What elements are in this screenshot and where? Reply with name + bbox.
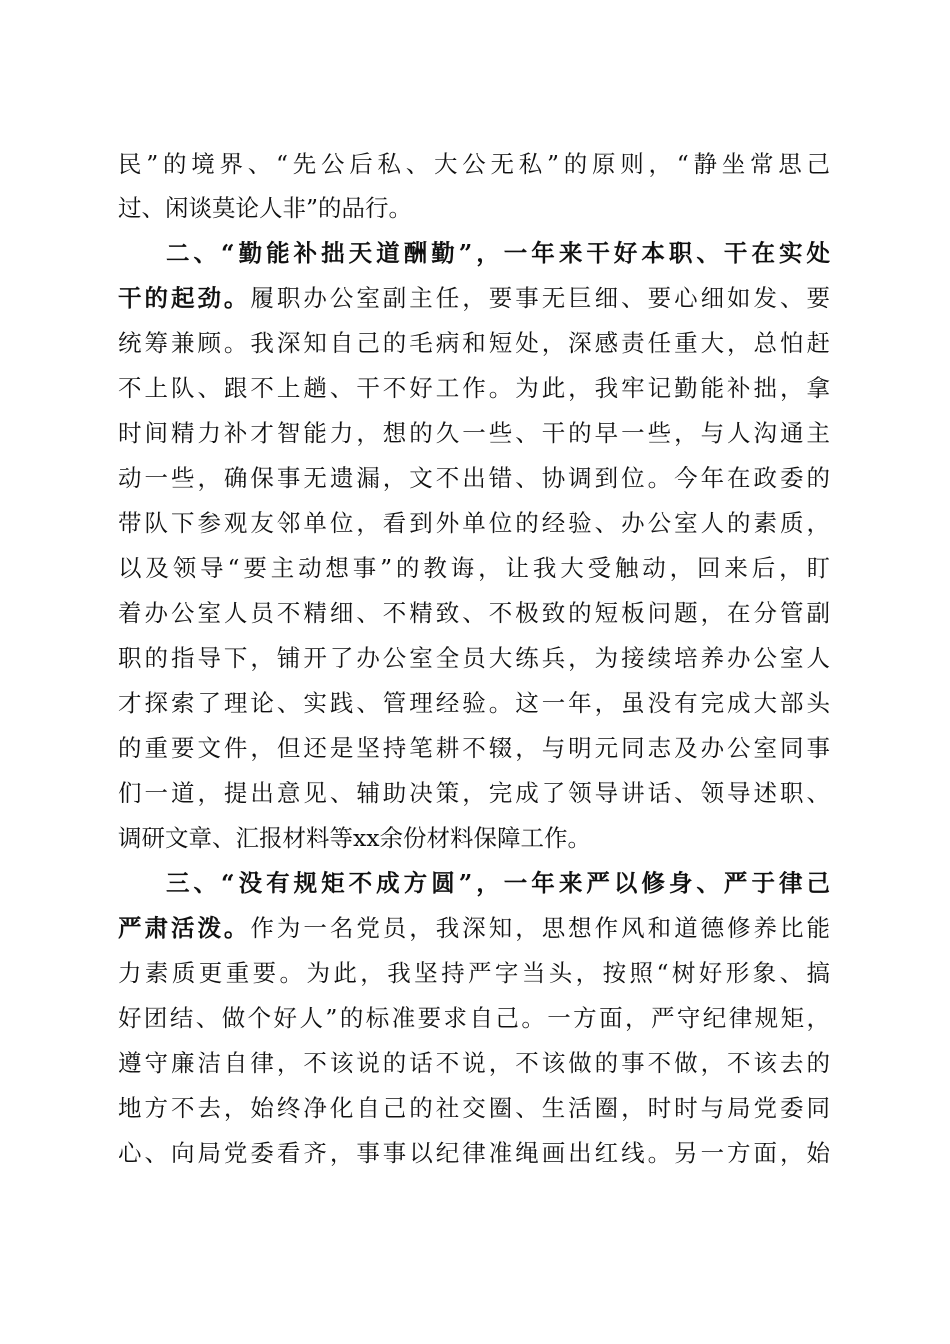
paragraph-line: 严肃活泼。作为一名党员，我深知，思想作风和道德修养比能 [118,914,831,942]
paragraph-line: 动一些，确保事无遗漏，文不出错、协调到位。今年在政委的 [118,464,830,492]
section-heading-2-end: 干的起劲。 [118,284,251,312]
paragraph-line: 带队下参观友邻单位，看到外单位的经验、办公室人的素质， [118,509,830,537]
paragraph-line: 着办公室人员不精细、不精致、不极致的短板问题，在分管副 [118,599,830,627]
paragraph-line: 职的指导下，铺开了办公室全员大练兵，为接续培养办公室人 [118,644,830,672]
paragraph-line: 心、向局党委看齐，事事以纪律准绳画出红线。另一方面，始 [118,1139,830,1167]
paragraph-line: 干的起劲。履职办公室副主任，要事无巨细、要心细如发、要 [118,284,831,312]
paragraph-line: 遵守廉洁自律，不该说的话不说，不该做的事不做，不该去的 [118,1049,830,1077]
paragraph-line: 不上队、跟不上趟、干不好工作。为此，我牢记勤能补拙，拿 [118,374,830,402]
paragraph-line: 的重要文件，但还是坚持笔耕不辍，与明元同志及办公室同事 [118,734,830,762]
paragraph-line: 时间精力补才智能力，想的久一些、干的早一些，与人沟通主 [118,419,830,447]
paragraph-line: 统筹兼顾。我深知自己的毛病和短处，深感责任重大，总怕赶 [118,329,830,357]
paragraph-line: 好团结、做个好人”的标准要求自己。一方面，严守纪律规矩， [118,1004,830,1032]
paragraph-line: 以及领导“要主动想事”的教诲，让我大受触动，回来后，盯 [118,554,830,582]
paragraph-line: 民”的境界、“先公后私、大公无私”的原则，“静坐常思己 [118,150,830,178]
section-heading-2: 二、“勤能补拙天道酬勤”，一年来干好本职、干在实处 [166,239,830,267]
section-heading-3-end: 严肃活泼。 [118,914,251,942]
section-heading-3: 三、“没有规矩不成方圆”，一年来严以修身、严于律己 [166,869,830,897]
paragraph-line: 地方不去，始终净化自己的社交圈、生活圈，时时与局党委同 [118,1094,830,1122]
paragraph-line: 们一道，提出意见、辅助决策，完成了领导讲话、领导述职、 [118,779,830,807]
paragraph-line: 力素质更重要。为此，我坚持严字当头，按照“树好形象、搞 [118,959,830,987]
paragraph-line: 调研文章、汇报材料等xx余份材料保障工作。 [118,824,592,852]
paragraph-line: 过、闲谈莫论人非”的品行。 [118,194,413,222]
paragraph-line: 才探索了理论、实践、管理经验。这一年，虽没有完成大部头 [118,689,830,717]
